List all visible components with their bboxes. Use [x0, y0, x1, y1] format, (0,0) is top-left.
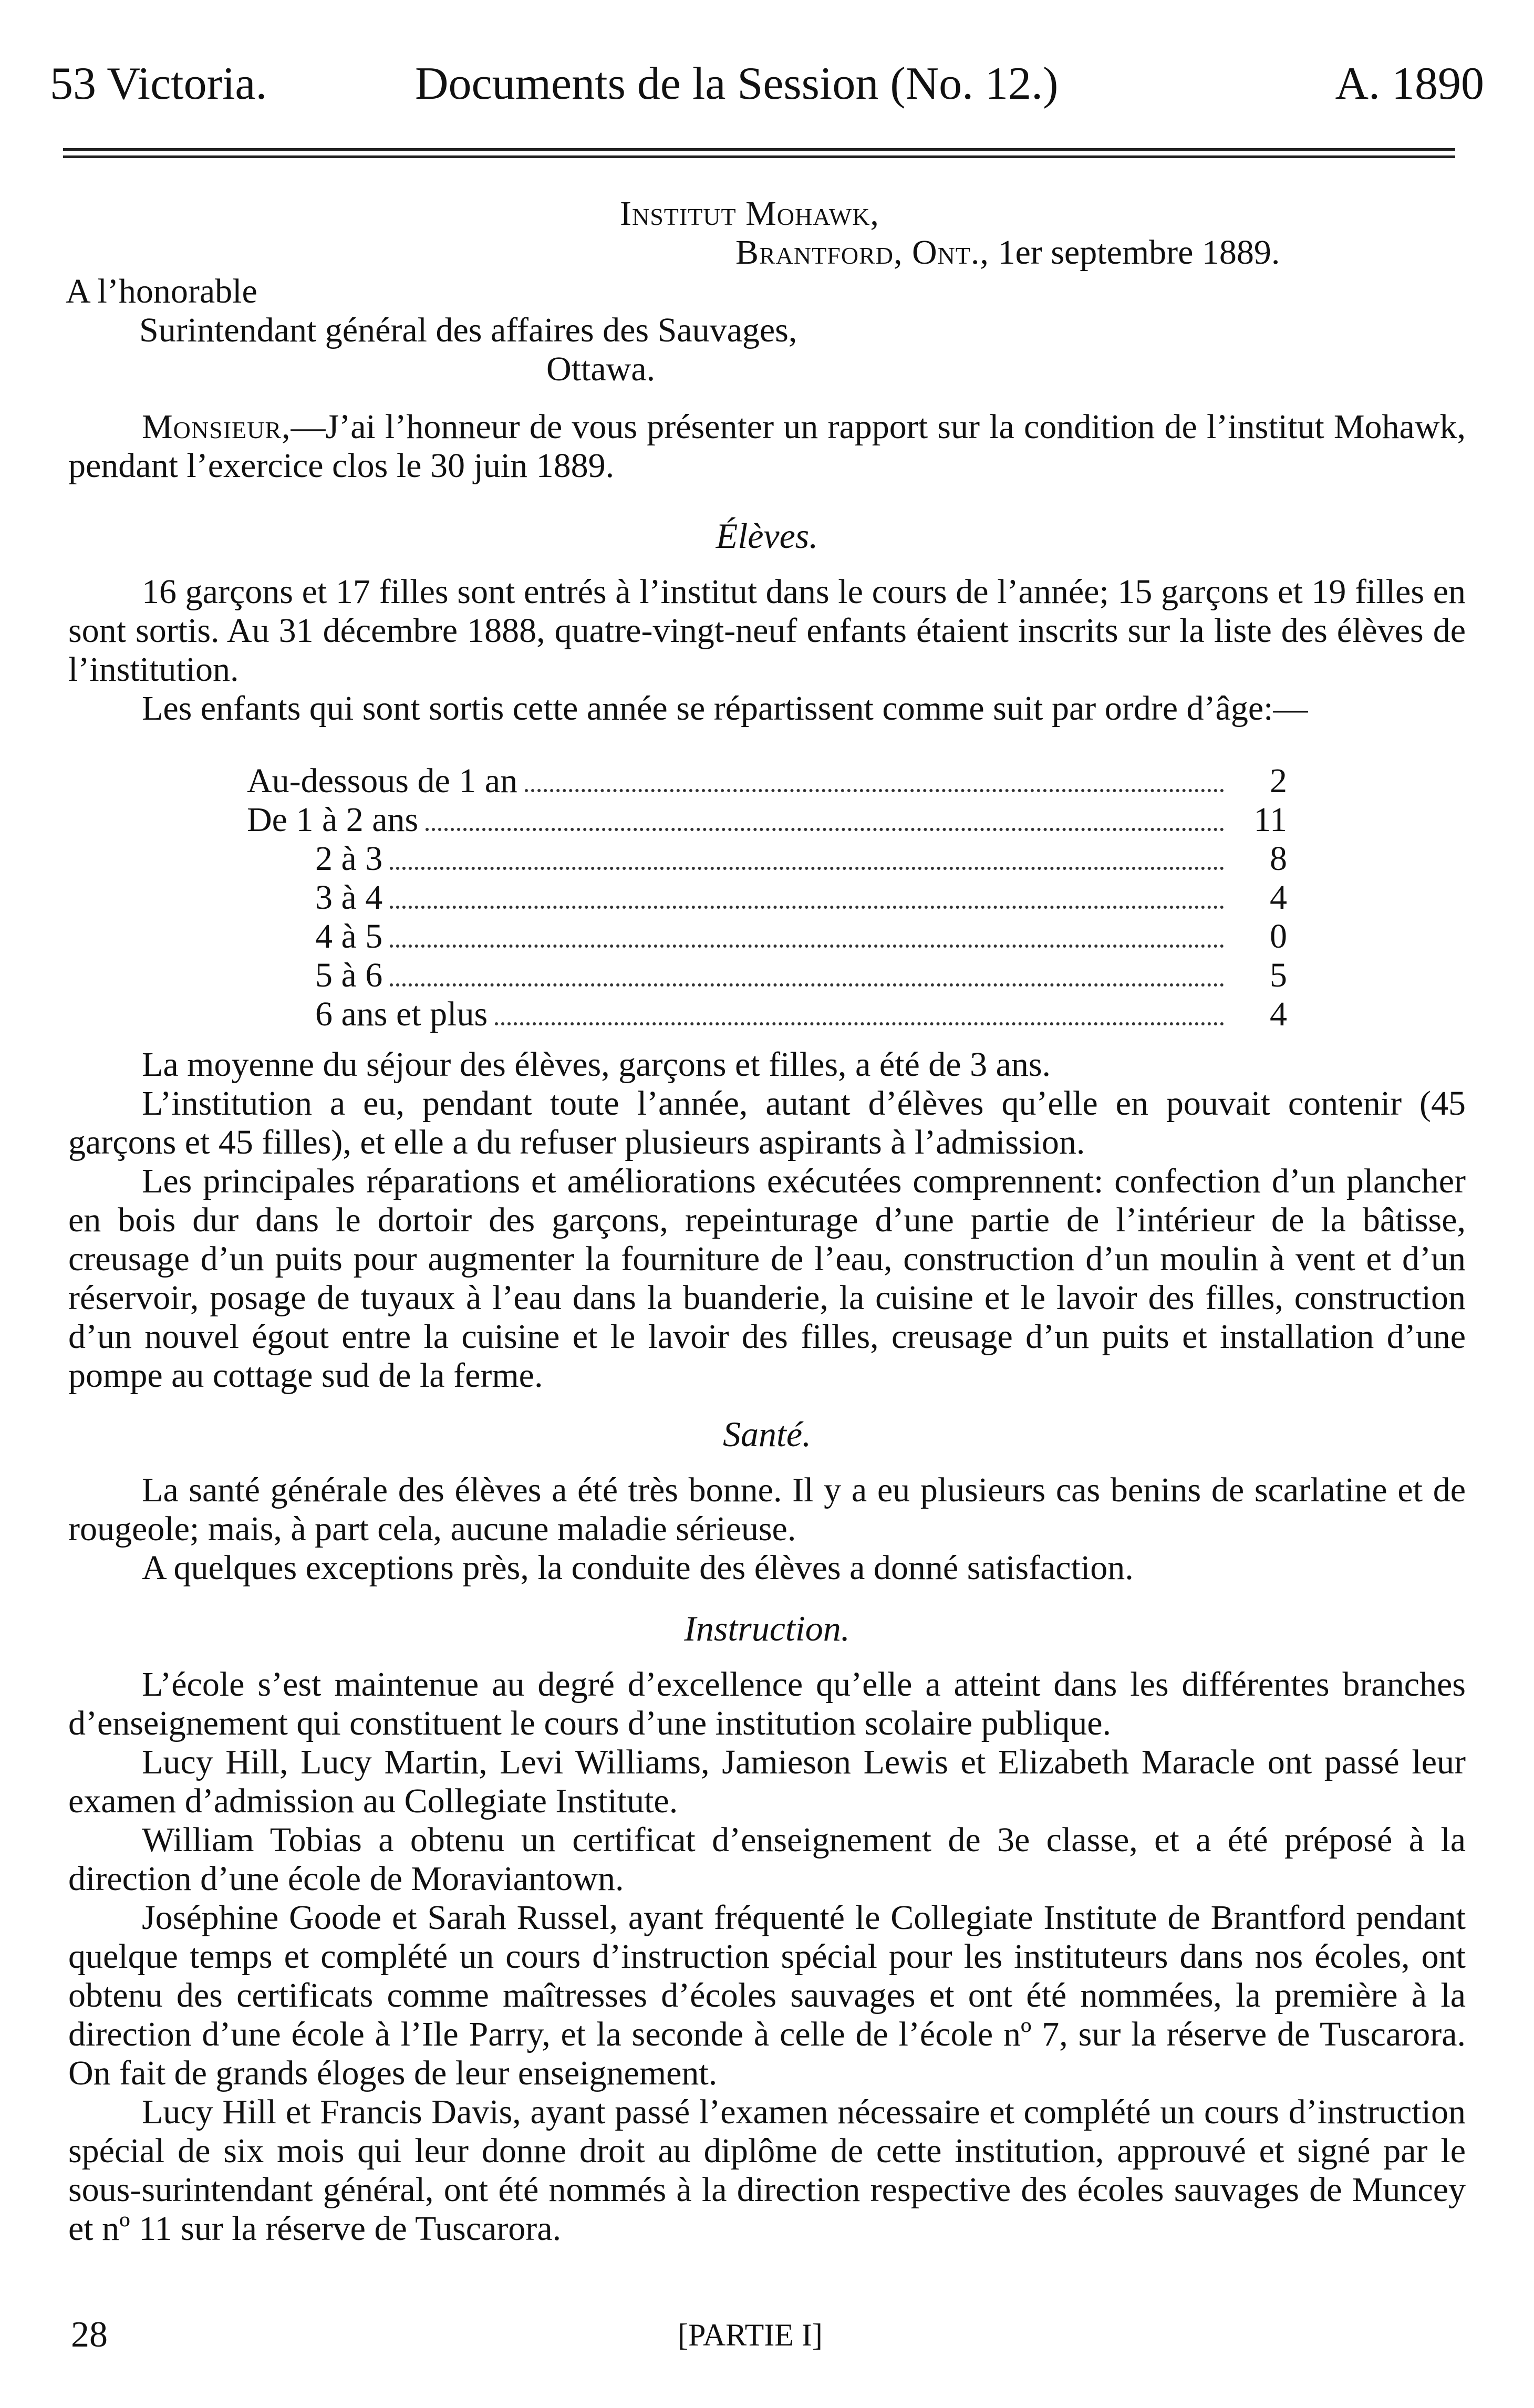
- age-row: [247, 762, 1287, 801]
- eleves-paragraph-1: 16 garçons et 17 filles sont entrés à l’institut dans le cours de l’année; 15 garçons et 19 filles en sont sortis. Au 31 décembre 1888, quatre-vingt-neuf enfants étaient inscrits sur la liste des élèves de l’institution.: [68, 573, 1466, 689]
- header-rule-top: [63, 148, 1455, 151]
- salutation: Monsieur,: [142, 408, 291, 446]
- age-count: 0: [1270, 917, 1287, 956]
- leader-dots: [495, 1022, 1224, 1025]
- eleves-paragraph-3: La moyenne du séjour des élèves, garçons et filles, a été de 3 ans.: [142, 1045, 1051, 1084]
- age-row: [247, 878, 1287, 917]
- sante-paragraph-2: A quelques exceptions près, la conduite des élèves a donné satisfaction.: [142, 1549, 1134, 1587]
- letter-place-date: [735, 233, 1280, 272]
- leader-dots: [390, 944, 1224, 948]
- age-count: 4: [1270, 995, 1287, 1033]
- section-heading-sante: Santé.: [722, 1414, 812, 1454]
- section-eleves-block: [68, 515, 1466, 728]
- letter-intro: [68, 408, 1466, 485]
- letter-intro-block: [68, 408, 1466, 485]
- age-row: [247, 839, 1287, 878]
- age-label: 4 à 5: [315, 917, 383, 956]
- header-title: Documents de la Session (No. 12.): [415, 58, 1059, 109]
- age-count: 8: [1270, 839, 1287, 878]
- eleves-paragraph-2: Les enfants qui sont sortis cette année se répartissent comme suit par ordre d’âge:—: [142, 689, 1308, 728]
- age-row: [247, 801, 1287, 839]
- age-label: 2 à 3: [315, 839, 383, 878]
- instruction-paragraph-2: Lucy Hill, Lucy Martin, Levi Williams, Jamieson Lewis et Elizabeth Maracle ont passé leur examen d’admission au Collegiate Institute.: [68, 1743, 1466, 1820]
- age-label: Au-dessous de 1 an: [247, 762, 518, 800]
- leader-dots: [390, 983, 1224, 987]
- letter-place: Brantford, Ont.,: [735, 233, 989, 272]
- header-year: A. 1890: [1335, 58, 1484, 109]
- letter-institution: Institut Mohawk,: [620, 194, 879, 233]
- page-number: 28: [71, 2314, 108, 2355]
- age-row: [247, 956, 1287, 995]
- letter-recipient-line3: Ottawa.: [546, 350, 656, 388]
- age-row: [247, 995, 1287, 1034]
- letter-recipient-line2: Surintendant général des affaires des Sauvages,: [139, 311, 797, 349]
- instruction-paragraph-1: L’école s’est maintenue au degré d’excellence qu’elle a atteint dans les différentes branches d’enseignement qui constituent le cours d’une institution scolaire publique.: [68, 1665, 1466, 1742]
- intro-text: —J’ai l’honneur de vous présenter un rapport sur la condition de l’institut Mohawk, pendant l’exercice clos le 30 juin 1889.: [68, 408, 1466, 485]
- age-label: De 1 à 2 ans: [247, 801, 419, 839]
- age-distribution-table: [247, 762, 1287, 1034]
- eleves-paragraph-4: L’institution a eu, pendant toute l’année, autant d’élèves qu’elle en pouvait contenir (45 garçons et 45 filles), et elle a du refuser plusieurs aspirants à l’admission.: [68, 1084, 1466, 1161]
- age-row: [247, 917, 1287, 956]
- part-label: [PARTIE I]: [678, 2318, 823, 2352]
- age-count: 4: [1270, 878, 1287, 917]
- age-label: 3 à 4: [315, 878, 383, 917]
- age-count: 5: [1270, 956, 1287, 994]
- header-volume: 53 Victoria.: [50, 58, 267, 109]
- running-header: [0, 53, 1534, 116]
- age-count: 2: [1270, 762, 1287, 800]
- header-rule-bottom: [63, 155, 1455, 158]
- leader-dots: [390, 867, 1224, 870]
- age-label: 6 ans et plus: [315, 995, 488, 1033]
- instruction-paragraph-4: Joséphine Goode et Sarah Russel, ayant fréquenté le Collegiate Institute de Brantford pendant quelque temps et complété un cours d’instruction spécial pour les instituteurs dans nos écoles, ont obtenu des certificats comme maîtresses d’écoles sauvages et ont été nommées, la première à la direction d’une école à l’Ile Parry, et la seconde à celle de l’école nº 7, sur la réserve de Tuscarora. On fait de grands éloges de leur enseignement.: [68, 1898, 1466, 2092]
- leader-dots: [390, 906, 1224, 909]
- age-label: 5 à 6: [315, 956, 383, 994]
- leader-dots: [525, 789, 1224, 792]
- page-footer: [0, 2311, 1534, 2359]
- letter-date: 1er septembre 1889.: [998, 233, 1280, 272]
- section-sante-block: [68, 1413, 1466, 1587]
- eleves-paragraph-5: Les principales réparations et améliorations exécutées comprennent: confection d’un plancher en bois dur dans le dortoir des garçons, repeinturage d’une partie de l’intérieur de la bâtisse, creusage d’un puits pour augmenter la fourniture de l’eau, construction d’un moulin à vent et d’un réservoir, posage de tuyaux à l’eau dans la buanderie, la cuisine et le lavoir des filles, construction d’un nouvel égout entre la cuisine et le lavoir des filles, creusage d’un puits et installation d’une pompe au cottage sud de la ferme.: [68, 1162, 1466, 1395]
- sante-paragraph-1: La santé générale des élèves a été très bonne. Il y a eu plusieurs cas benins de scarlatine et de rougeole; mais, à part cela, aucune maladie sérieuse.: [68, 1471, 1466, 1548]
- section-instruction-block: [68, 1607, 1466, 2248]
- section-heading-instruction: Instruction.: [684, 1608, 850, 1648]
- instruction-paragraph-3: William Tobias a obtenu un certificat d’enseignement de 3e classe, et a été préposé à la direction d’une école de Moraviantown.: [68, 1821, 1466, 1898]
- letter-recipient-line1: A l’honorable: [66, 272, 257, 310]
- instruction-paragraph-5: Lucy Hill et Francis Davis, ayant passé l’examen nécessaire et complété un cours d’instruction spécial de six mois qui leur donne droit au diplôme de cette institution, approuvé et signé par le sous-surintendant général, ont été nommés à la direction respective des écoles sauvages de Muncey et nº 11 sur la réserve de Tuscarora.: [68, 2093, 1466, 2248]
- age-count: 11: [1253, 801, 1287, 839]
- leader-dots: [426, 828, 1224, 831]
- section-heading-eleves: Élèves.: [716, 516, 818, 556]
- eleves-continued-block: [68, 1045, 1466, 1395]
